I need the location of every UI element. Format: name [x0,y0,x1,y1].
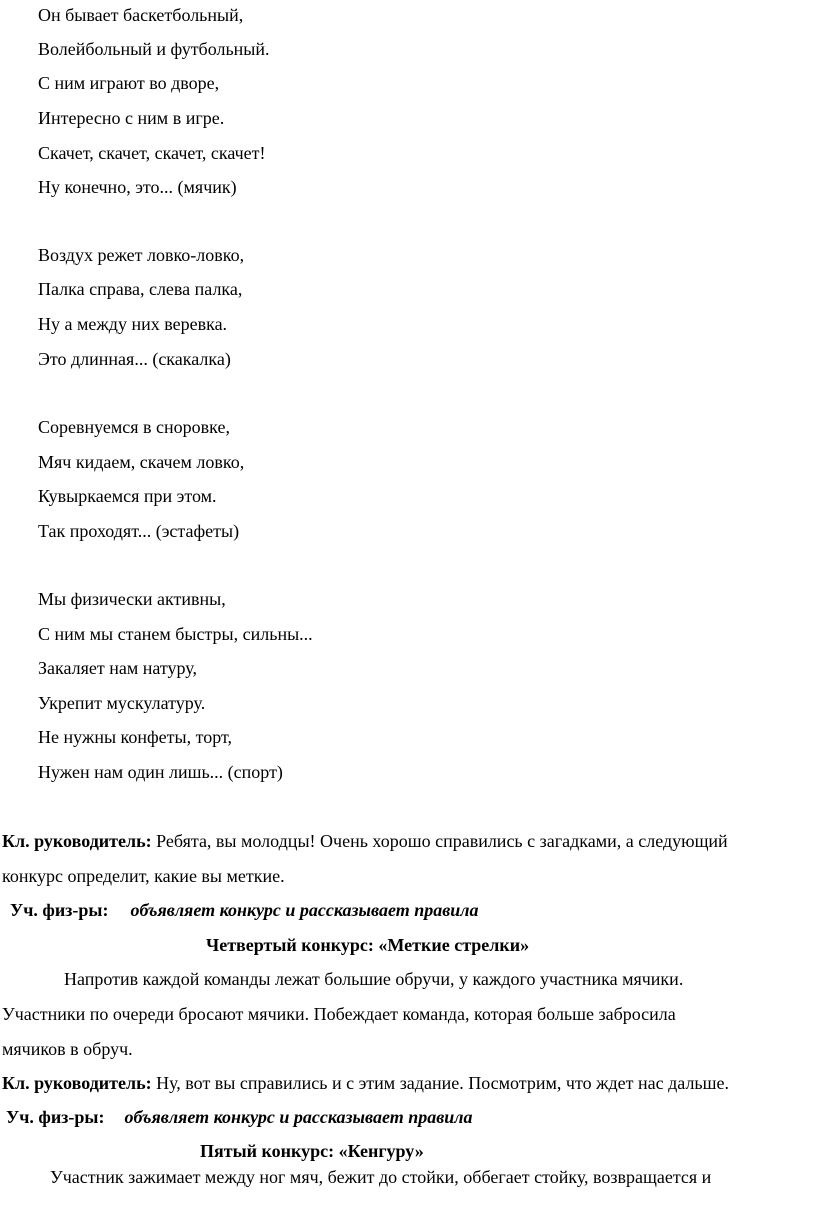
contest-4-rules-line-1: Напротив каждой команды лежат большие обручи, у каждого участника мячики. [64,969,684,989]
riddle-3-line-1: Соревнуемся в сноровке, [38,417,230,437]
riddle-1-line-3: С ним играют во дворе, [38,73,220,93]
riddle-1-line-2: Волейбольный и футбольный. [38,39,270,59]
speaker-pe-teacher: Уч. физ-ры: [6,1107,105,1127]
pe-teacher-remark-1 [10,899,479,921]
pe-teacher-action: объявляет конкурс и рассказывает правила [124,1107,473,1127]
riddle-1-line-1: Он бывает баскетбольный, [38,5,244,25]
riddle-3-line-3: Кувыркаемся при этом. [38,486,217,506]
contest-4-title: Четвертый конкурс: «Меткие стрелки» [206,935,530,955]
contest-4-rules-line-3: мячиков в обруч. [2,1039,133,1059]
riddle-4-line-1: Мы физически активны, [38,589,226,609]
riddle-4-line-3: Закаляет нам натуру, [38,658,198,678]
riddle-4-line-2: С ним мы станем быстры, сильны... [38,624,313,644]
dialogue-2-text: Ну, вот вы справились и с этим задание. Посмотрим, что ждет нас дальше. [151,1073,729,1093]
riddle-2-line-2: Палка справа, слева палка, [38,279,243,299]
riddle-4-line-6: Нужен нам один лишь... (спорт) [38,762,283,782]
contest-4-rules-line-2: Участники по очереди бросают мячики. Побеждает команда, которая больше забросила [2,1004,676,1024]
contest-5-rules-line-1: Участник зажимает между ног мяч, бежит до стойки, оббегает стойку, возвращается и [50,1167,712,1187]
contest-5-title: Пятый конкурс: «Кенгуру» [200,1141,424,1161]
riddle-1-line-5: Скачет, скачет, скачет, скачет! [38,143,266,163]
dialogue-1-line-2: конкурс определит, какие вы меткие. [2,866,285,886]
dialogue-1-line-1 [2,830,728,852]
riddle-1-line-6: Ну конечно, это... (мячик) [38,177,237,197]
riddle-4-line-4: Укрепит мускулатуру. [38,693,206,713]
dialogue-1-text: Ребята, вы молодцы! Очень хорошо справились с загадками, а следующий [151,831,728,851]
riddle-2-line-1: Воздух режет ловко-ловко, [38,245,245,265]
speaker-class-teacher: Кл. руководитель: [2,831,152,851]
riddle-1-line-4: Интересно с ним в игре. [38,108,225,128]
riddle-3-line-4: Так проходят... (эстафеты) [38,521,240,541]
pe-teacher-action: объявляет конкурс и рассказывает правила [130,900,479,920]
riddle-2-line-3: Ну а между них веревка. [38,314,228,334]
speaker-pe-teacher: Уч. физ-ры: [10,900,109,920]
pe-teacher-remark-2 [6,1106,473,1128]
riddle-3-line-2: Мяч кидаем, скачем ловко, [38,452,245,472]
dialogue-2 [2,1072,729,1094]
riddle-2-line-4: Это длинная... (скакалка) [38,349,231,369]
riddle-4-line-5: Не нужны конфеты, торт, [38,727,233,747]
speaker-class-teacher: Кл. руководитель: [2,1073,152,1093]
